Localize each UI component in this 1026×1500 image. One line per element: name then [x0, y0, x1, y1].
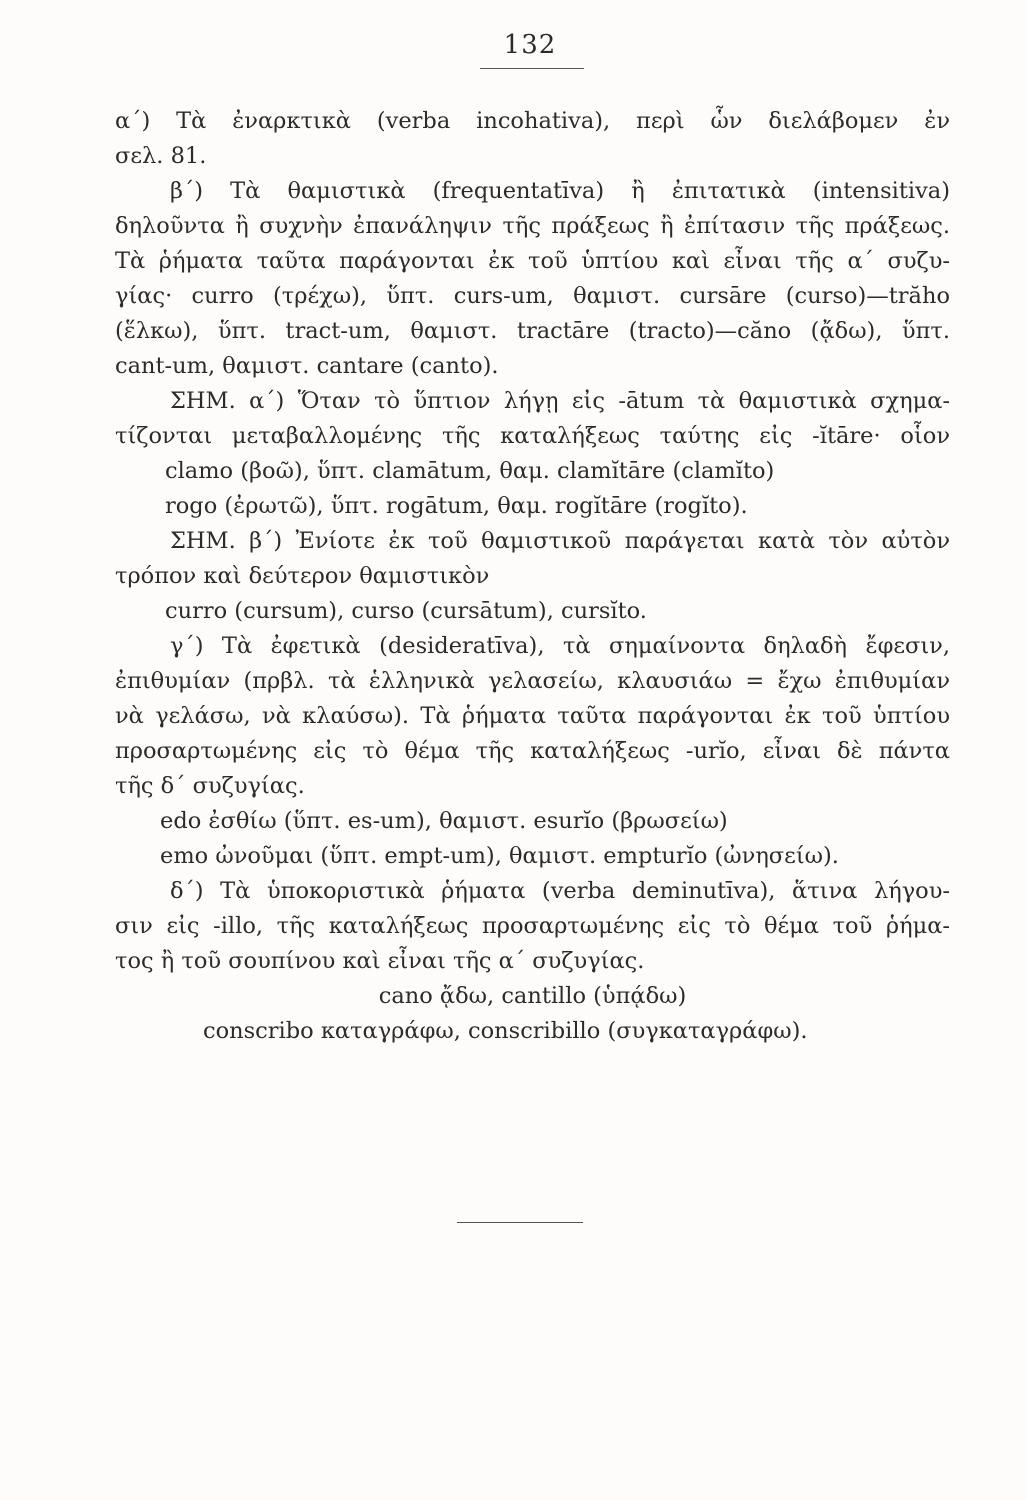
text-line: edo ἐσθίω (ὕπτ. es-um), θαμιστ. esurĭo (βρωσείω): [160, 808, 728, 834]
text-line: γίας· curro (τρέχω), ὕπτ. curs-um, θαμιστ. cursāre (curso)—trăho: [115, 283, 950, 309]
header-rule: [480, 68, 584, 69]
text-line: τίζονται μεταβαλλομένης τῆς καταλήξεως ταύτης εἰς -ĭtāre· οἷον: [115, 423, 950, 449]
text-line: rogo (ἐρωτῶ), ὕπτ. rogātum, θαμ. rogĭtāre (rogĭto).: [165, 493, 748, 519]
text-line: cano ᾄδω, cantillo (ὑπᾴδω): [378, 983, 687, 1009]
text-line: Τὰ ῥήματα ταῦτα παράγονται ἐκ τοῦ ὑπτίου καὶ εἶναι τῆς α΄ συζυ-: [115, 248, 950, 274]
text-line: γ΄) Τὰ ἐφετικὰ (desideratīva), τὰ σημαίνοντα δηλαδὴ ἔφεσιν,: [170, 633, 950, 659]
text-line: ΣΗΜ. α΄) Ὅταν τὸ ὕπτιον λήγῃ εἰς -ātum τὰ θαμιστικὰ σχημα-: [170, 388, 950, 414]
body-text: [115, 104, 950, 1049]
text-line: conscribo καταγράφω, conscribillo (συγκαταγράφω).: [203, 1018, 808, 1044]
text-line: curro (cursum), curso (cursātum), cursĭto.: [165, 598, 647, 624]
text-line: δ΄) Τὰ ὑποκοριστικὰ ῥήματα (verba deminutīva), ἅτινα λήγου-: [170, 878, 950, 904]
text-line: προσαρτωμένης εἰς τὸ θέμα τῆς καταλήξεως -urĭo, εἶναι δὲ πάντα: [115, 738, 950, 764]
text-line: β΄) Τὰ θαμιστικὰ (frequentatīva) ἢ ἐπιτατικὰ (intensitiva): [170, 178, 950, 204]
text-line: νὰ γελάσω, νὰ κλαύσω). Τὰ ῥήματα ταῦτα παράγονται ἐκ τοῦ ὑπτίου: [115, 703, 950, 729]
text-line: α΄) Τὰ ἐναρκτικὰ (verba incohativa), περὶ ὧν διελάβομεν ἐν: [115, 108, 950, 134]
text-line: cant-um, θαμιστ. cantare (canto).: [115, 353, 499, 379]
text-line: ἐπιθυμίαν (πρβλ. τὰ ἑλληνικὰ γελασείω, κλαυσιάω = ἔχω ἐπιθυμίαν: [115, 668, 950, 694]
text-line: σελ. 81.: [115, 143, 207, 169]
text-line: clamo (βοῶ), ὕπτ. clamātum, θαμ. clamĭtāre (clamĭto): [165, 458, 775, 484]
text-line: ΣΗΜ. β΄) Ἐνίοτε ἐκ τοῦ θαμιστικοῦ παράγεται κατὰ τὸν αὐτὸν: [170, 528, 950, 554]
text-line: δηλοῦντα ἢ συχνὴν ἐπανάληψιν τῆς πράξεως ἢ ἐπίτασιν τῆς πράξεως.: [115, 213, 950, 239]
text-line: τῆς δ΄ συζυγίας.: [115, 773, 305, 799]
footer-rule: [457, 1222, 583, 1223]
text-line: (ἕλκω), ὕπτ. tract-um, θαμιστ. tractāre (tracto)—căno (ᾄδω), ὕπτ.: [115, 318, 950, 344]
page-number: 132: [503, 30, 557, 60]
text-line: τος ἢ τοῦ σουπίνου καὶ εἶναι τῆς α΄ συζυγίας.: [115, 948, 645, 974]
text-line: σιν εἰς -illo, τῆς καταλήξεως προσαρτωμένης εἰς τὸ θέμα τοῦ ῥήμα-: [115, 913, 950, 939]
text-line: emo ὠνοῦμαι (ὕπτ. empt-um), θαμιστ. empturĭo (ὠνησείω).: [160, 843, 839, 869]
text-line: τρόπον καὶ δεύτερον θαμιστικὸν: [115, 563, 490, 589]
